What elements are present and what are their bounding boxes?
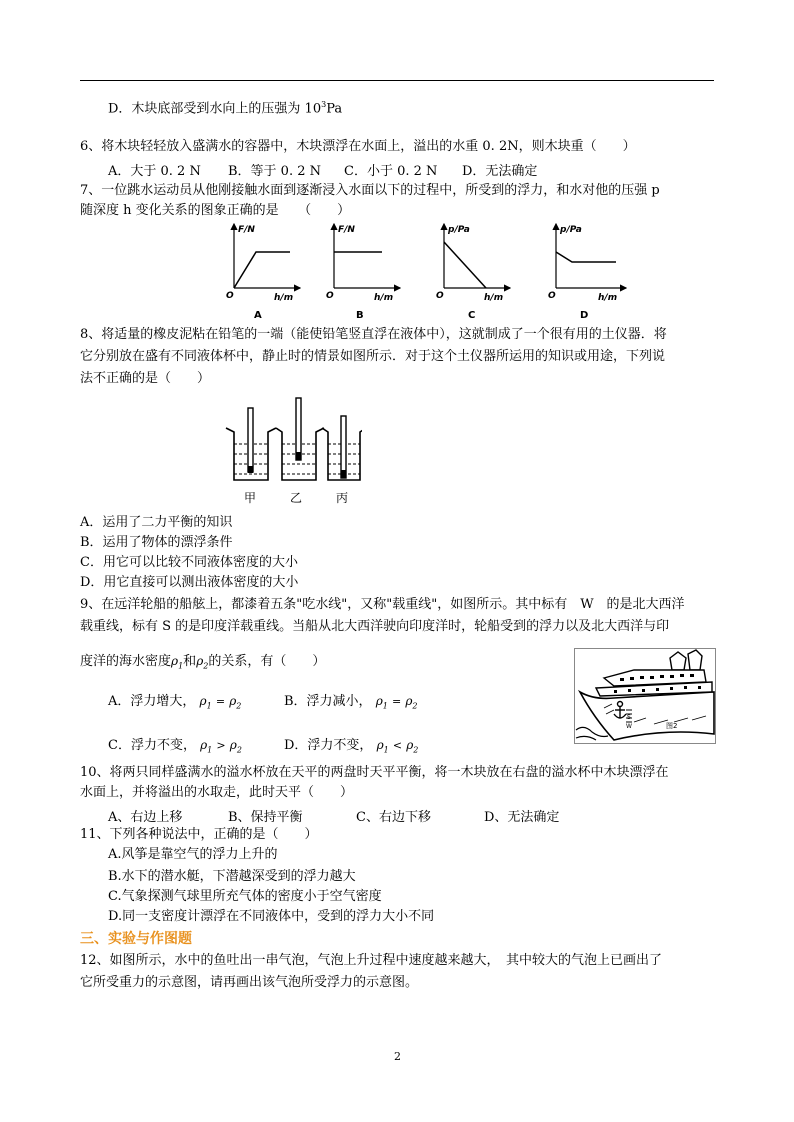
q6-option-b: B．等于 0. 2 N — [228, 164, 321, 179]
q9-stem-line3-text-a: 度洋的海水密度 — [80, 654, 172, 669]
q7-graph-a-letter: A — [254, 310, 262, 321]
q10-option-d: D、无法确定 — [484, 810, 560, 825]
q9-option-d-text: D．浮力不变， — [284, 738, 373, 753]
page-number: 2 — [394, 1050, 401, 1063]
q7-graph-b-letter: B — [356, 310, 364, 321]
q9-option-a-text: A．浮力增大， — [108, 694, 196, 709]
q7-graph-c-curve — [444, 242, 486, 288]
q7-stem-line1: 7、一位跳水运动员从他刚接触水面到逐渐浸入水面以下的过程中，所受到的浮力，和水对他的压强 p — [80, 183, 660, 198]
q10-option-c: C、右边下移 — [356, 810, 431, 825]
rho-2-symbol: $\rho_2$ — [196, 654, 209, 671]
q9-option-c-text: C．浮力不变， — [108, 738, 196, 753]
q8-option-d: D．用它直接可以测出液体密度的大小 — [80, 575, 299, 590]
header-rule — [80, 80, 714, 81]
section-heading-experiment: 三、实验与作图题 — [80, 931, 192, 947]
q8-stem-line2: 它分别放在盛有不同液体杯中，静止时的情景如图所示．对于这个土仪器所运用的知识或用途，下列说 — [80, 349, 666, 364]
q12-stem-line2: 它所受重力的示意图，请再画出该气泡所受浮力的示意图。 — [80, 975, 419, 990]
q6-option-a: A．大于 0. 2 N — [108, 164, 201, 179]
q7-graph-c-ylabel: p/Pa — [448, 225, 470, 235]
q8-option-c: C．用它可以比较不同液体密度的大小 — [80, 555, 298, 570]
q8-stem-line1: 8、将适量的橡皮泥粘在铅笔的一端（能使铅笔竖直浮在液体中），这就制成了一个很有用的土仪器．将 — [80, 327, 667, 342]
q5-option-d-exponent: 3 — [321, 100, 327, 109]
q7-graph-d-curve — [556, 252, 616, 262]
q7-stem-line2: 随深度 h 变化关系的图象正确的是 （ ） — [80, 203, 351, 218]
q11-option-c: C.气象探测气球里所充气体的密度小于空气密度 — [108, 889, 382, 904]
q11-option-d: D.同一支密度计漂浮在不同液体中，受到的浮力大小不同 — [108, 909, 435, 924]
q7-graph-d-origin: O — [548, 291, 556, 301]
q7-graph-a-ylabel: F/N — [238, 225, 255, 235]
q7-graph-c-origin: O — [436, 291, 444, 301]
q8-cup-label-yi: 乙 — [290, 491, 303, 505]
q7-graph-c-xlabel: h/m — [484, 293, 504, 303]
q6-option-c: C．小于 0. 2 N — [344, 164, 438, 179]
q10-option-a: A、右边上移 — [108, 810, 183, 825]
q9-option-c: C．浮力不变， $\rho_1 > \rho_2$ — [108, 738, 242, 755]
q9-ship-mark-w: W — [626, 723, 632, 730]
rho-1-symbol: $\rho_1$ — [171, 654, 184, 671]
q10-stem-line2: 水面上，并将溢出的水取走，此时天平（ ） — [80, 785, 354, 800]
q7-graph-c-letter: C — [468, 310, 476, 321]
q9-option-b-text: B．浮力减小， — [284, 694, 372, 709]
q8-cup-yi — [276, 398, 324, 480]
q8-cup-bing — [322, 416, 362, 480]
q5-option-d — [108, 96, 342, 118]
q7-graph-d-xlabel: h/m — [598, 293, 618, 303]
q6-stem: 6、将木块轻轻放入盛满水的容器中，木块漂浮在水面上，溢出的水重 0. 2N，则木块重（ ） — [80, 139, 636, 154]
q7-graphs — [220, 218, 640, 322]
q9-stem-line3-text-b: 和 — [183, 654, 197, 669]
q9-stem-line2: 载重线，标有 S 的是印度洋载重线。当船从北大西洋驶向印度洋时，轮船受到的浮力以及北大西洋与印 — [80, 619, 670, 634]
q12-stem-line1: 12、如图所示，水中的鱼吐出一串气泡，气泡上升过程中速度越来越大， 其中较大的气泡上已画出了 — [80, 953, 663, 968]
q7-graph-b-ylabel: F/N — [338, 225, 355, 235]
q7-graph-d — [548, 224, 626, 321]
q5-option-d-unit: Pa — [326, 101, 343, 117]
q11-option-b: B.水下的潜水艇，下潜越深受到的浮力越大 — [108, 869, 356, 884]
q11-option-a: A.风筝是靠空气的浮力上升的 — [108, 847, 278, 862]
q8-cups-figure — [222, 396, 362, 508]
q8-pencil-jia — [248, 408, 253, 472]
q10-option-b: B、保持平衡 — [228, 810, 303, 825]
q8-option-b: B．运用了物体的漂浮条件 — [80, 535, 233, 550]
q7-graph-a-origin: O — [226, 291, 234, 301]
q6-option-d: D．无法确定 — [462, 164, 538, 179]
q7-graph-d-ylabel: p/Pa — [560, 225, 582, 235]
q9-option-a: A．浮力增大， $\rho_1 = \rho_2$ — [108, 694, 242, 711]
q7-graph-d-letter: D — [580, 310, 589, 321]
q9-option-b: B．浮力减小， $\rho_1 = \rho_2$ — [284, 694, 418, 711]
q8-pencil-yi — [296, 398, 301, 460]
q7-graph-c — [436, 224, 510, 321]
q9-stem-line3-text-c: 的关系，有（ ） — [208, 654, 326, 669]
q7-graph-b-xlabel: h/m — [374, 293, 394, 303]
q5-option-d-text: D．木块底部受到水向上的压强为 10 — [108, 101, 322, 117]
q7-graph-b — [326, 224, 400, 321]
q8-option-a: A．运用了二力平衡的知识 — [80, 515, 233, 530]
q9-ship-figure-label: 图2 — [666, 722, 678, 730]
q10-stem-line1: 10、将两只同样盛满水的溢水杯放在天平的两盘时天平平衡，将一木块放在右盘的溢水杯中木块漂浮在 — [80, 765, 669, 780]
q9-stem-line3 — [80, 652, 325, 675]
q8-stem-line3: 法不正确的是（ ） — [80, 371, 211, 386]
q8-cup-label-jia: 甲 — [244, 491, 257, 505]
q9-ship-mark-s: S — [627, 714, 631, 721]
q8-cup-jia — [226, 408, 276, 480]
q9-option-d: D．浮力不变， $\rho_1 < \rho_2$ — [284, 738, 419, 755]
q7-graph-a-xlabel: h/m — [274, 293, 294, 303]
q8-cup-label-bing: 丙 — [336, 491, 349, 505]
q7-graph-b-origin: O — [326, 291, 334, 301]
q7-graph-a-curve — [234, 252, 290, 288]
q11-stem: 11、下列各种说法中，正确的是（ ） — [80, 827, 318, 842]
q9-stem-line1: 9、在远洋轮船的船舷上，都漆着五条"吃水线"，又称"载重线"，如图所示。其中标有 W 的是北大西洋 — [80, 597, 685, 612]
q8-pencil-bing — [341, 416, 346, 478]
q9-ship-figure — [574, 648, 716, 744]
q7-graph-a — [226, 224, 300, 321]
